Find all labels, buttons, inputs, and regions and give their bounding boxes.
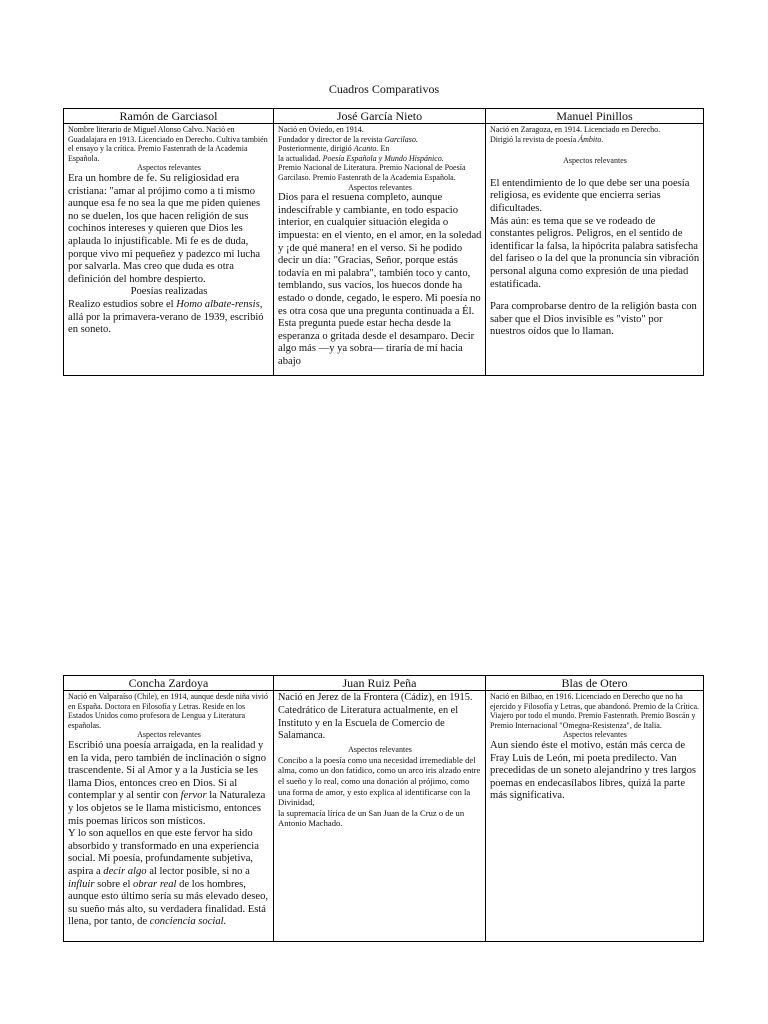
cell-otero bbox=[486, 691, 704, 942]
aspects-label: Aspectos relevantes bbox=[348, 745, 412, 755]
poesias-label: Poesías realizadas bbox=[130, 286, 208, 298]
cell-ruiz-pena bbox=[274, 691, 486, 942]
cell-garcia-nieto bbox=[274, 124, 486, 376]
cell-pinillos bbox=[486, 124, 704, 376]
bio-zardoya: Nació en Valparaíso (Chile), en 1914, aunque desde niña vivió en España. Doctora en Filosofía y Letras. Reside en los Estados Unidos como profesora de Lengua y Literatura españolas. bbox=[68, 692, 269, 730]
bio-garcia-nieto: Nació en Oviedo, en 1914. Fundador y director de la revista Garcilaso. Posteriormente, dirigió Acanto. En la actualidad. Poesía Española y Mundo Hispánico. Premio Nacional de Literatura. Premio Nacional de Poesía Garcilaso. Premio Fastenrath de la Academia Española. bbox=[278, 125, 466, 182]
aspects-label: Aspectos relevantes bbox=[137, 163, 201, 173]
aspects-zardoya-p1: Escribió una poesía arraigada, en la realidad y en la vida, pero también de inclinación o signo trascendente. Si al Amor y a la Justicia se les llama Dios, entonces creo en Dios. Si al contemplar y al sentir con fervor la Naturaleza y los objetos se le llama misticismo, entonces mis poemas líricos son místicos. bbox=[68, 739, 266, 827]
cell-garciasol bbox=[64, 124, 274, 376]
header-pinillos: Manuel Pinillos bbox=[486, 109, 704, 124]
comparison-table-1 bbox=[63, 108, 704, 376]
aspects-otero: Aun siendo éste el motivo, están más cerca de Fray Luis de León, mi poeta predilecto. Van precedidas de un soneto alejandrino y tres largos poemas en endecasílabos libres, quizá la parte más significativa. bbox=[490, 739, 697, 802]
aspects-pinillos-p1: El entendimiento de lo que debe ser una poesía religiosa, es evidente que encierra serias dificultades. bbox=[490, 177, 690, 214]
aspects-zardoya-p2: Y lo son aquellos en que este fervor ha sido absorbido y transformado en una experiencia social. Mi poesía, profundamente subjetiva, aspira a decir algo al lector posible, si no a influir sobre el obrar real de los hombres, aunque esto último sería su más elevado deseo, su sueño más alto, su verdadera finalidad. Está llena, por tanto, de conciencia social. bbox=[68, 828, 269, 928]
poesias-garciasol: Realizo estudios sobre el Homo albate-rensis, allá por la primavera-verano de 1939, escribió en soneto. bbox=[68, 298, 264, 336]
aspects-ruiz-pena: Concibo a la poesía como una necesidad irremediable del alma, como un don fatídico, como un arco iris alzado entre el sueño y lo real, como una donación al prójimo, como una forma de amor, y esto explica al identificarse con la Divinidad, bbox=[278, 754, 481, 808]
page-title: Cuadros Comparativos bbox=[328, 82, 440, 96]
header-garcia-nieto: José García Nieto bbox=[274, 109, 486, 124]
comparison-table-2 bbox=[63, 675, 704, 942]
aspects-label: Aspectos relevantes bbox=[563, 730, 627, 740]
cell-zardoya bbox=[64, 691, 274, 942]
header-zardoya: Concha Zardoya bbox=[64, 676, 274, 691]
aspects-garcia-nieto: Dios para el resuena completo, aunque indescifrable y cambiante, en todo espacio interior, en cualquier situación elegida o impuesta: en el viento, en el amor, en la soledad y ¡de qué manera! en el verso. Si he podido decir un día: "Gracias, Señor, porque estás todavía en mi palabra", también toco y canto, temblando, sus vacíos, los huecos donde ha estado o donde, cegado, le espero. Mi poesía no es otra cosa que una pregunta continuada a Él. Esta pregunta puede estar hecha desde la esperanza o gritada desde el desamparo. Decir algo más —y ya sobra— tiraría de mí hacia abajo bbox=[278, 192, 482, 367]
bio-garciasol: Nombre literario de Miguel Alonso Calvo. Nació en Guadalajara en 1913. Licenciado en Derecho. Cultiva también el ensayo y la crítica. Premio Fastenrath de la Academia Española. bbox=[68, 125, 268, 163]
aspects-pinillos-p2: Más aún: es tema que se ve rodeado de constantes peligros. Peligros, en el sentido de identificar la falsa, la hipócrita palabra satisfecha del fariseo o la del que la pronuncia sin vibración personal alguna como expresión de una piedad estatificada. bbox=[490, 215, 700, 290]
aspects-ruiz-pena-2: la supremacía lírica de un San Juan de la Cruz o de un Antonio Machado. bbox=[278, 807, 465, 829]
header-ruiz-pena: Juan Ruiz Peña bbox=[274, 676, 486, 691]
bio-otero: Nació en Bilbao, en 1916. Licenciado en Derecho que no ha ejercido y Filosofía y Letras, que abandonó. Premio de la Crítica. Viajero por todo el mundo. Premio Fastenrath. Premio Boscán y Premio Internacional "Omegna-Resistenza", de Italia. bbox=[490, 692, 700, 730]
aspects-label: Aspectos relevantes bbox=[137, 730, 201, 740]
header-garciasol: Ramón de Garciasol bbox=[64, 109, 274, 124]
bio-ruiz-pena: Nació en Jerez de la Frontera (Cádiz), en 1915. Catedrático de Literatura actualmente, en el Instituto y en la Escuela de Comercio de Salamanca. bbox=[278, 692, 473, 742]
bio-pinillos: Nació en Zaragoza, en 1914. Licenciado en Derecho. Dirigió la revista de poesía Ámbito. bbox=[490, 125, 661, 144]
aspects-pinillos-p3: Para comprobarse dentro de la religión basta con saber que el Dios invisible es "visto" por nuestros oídos que lo llaman. bbox=[490, 301, 697, 338]
aspects-label: Aspectos relevantes bbox=[563, 156, 627, 166]
aspects-label: Aspectos relevantes bbox=[348, 182, 412, 192]
aspects-garciasol: Era un hombre de fe. Su religiosidad era cristiana: "amar al prójimo como a ti mismo aunque esa fe no sea la que me piden quienes no se duelen, los que hacen religión de sus cochinos intereses y quieren que Dios les aplauda lo injustificable. Mi fe es de duda, porque vivo mi pequeñez y padezco mi lucha por salvarla. Mas creo que duda es otra definición del hombre despierto. bbox=[68, 172, 261, 285]
header-otero: Blas de Otero bbox=[486, 676, 704, 691]
